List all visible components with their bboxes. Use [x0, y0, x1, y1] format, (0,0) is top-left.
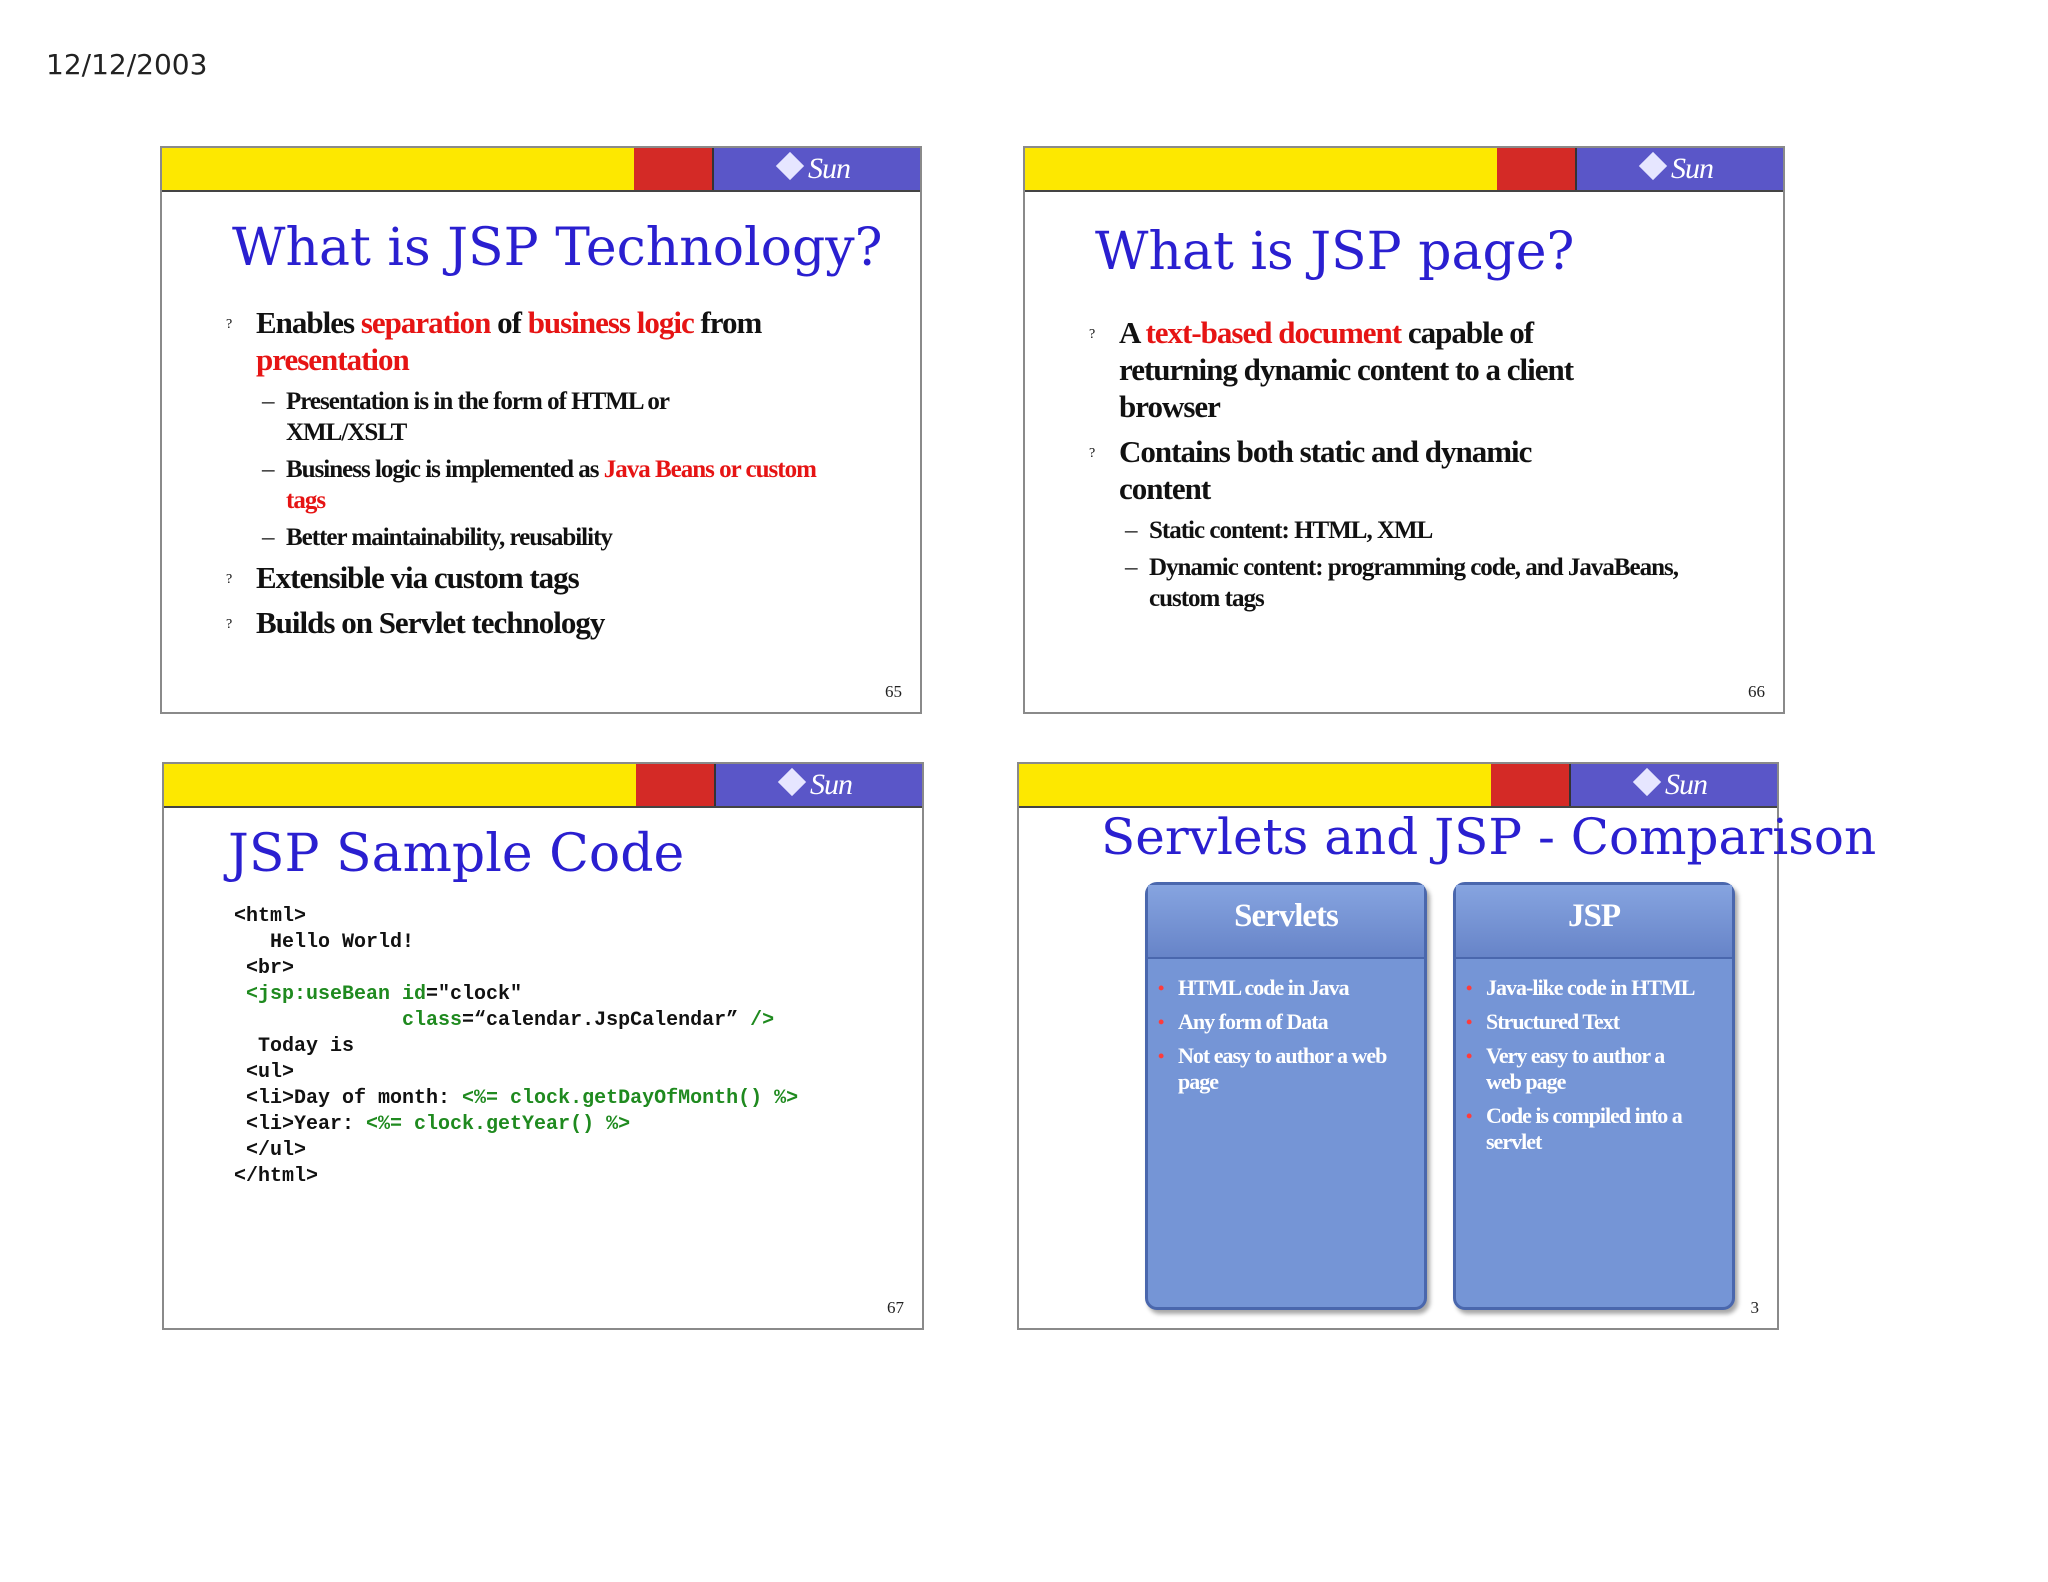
sub-bullet-item: – Static content: HTML, XML — [1125, 517, 1433, 544]
list-item: • HTML code in Java — [1158, 975, 1349, 1000]
page-number: 3 — [1750, 1298, 1759, 1317]
list-item: • Java-like code in HTML — [1466, 975, 1695, 1000]
sun-diamond-icon — [776, 152, 804, 180]
list-item: • Any form of Data — [1158, 1009, 1328, 1034]
bullet-item: ? Extensible via custom tags — [226, 560, 579, 595]
slide-title: JSP Sample Code — [228, 824, 685, 884]
jsp-heading: JSP — [1456, 885, 1732, 959]
sun-diamond-icon — [778, 768, 806, 796]
bullet-item: ? Contains both static and dynamic content — [1089, 434, 1532, 506]
page-number: 65 — [885, 682, 902, 701]
page-number: 67 — [887, 1298, 904, 1317]
slide-header-band — [1019, 764, 1777, 808]
bullet-item: ? Builds on Servlet technology — [226, 605, 605, 640]
page-number: 66 — [1748, 682, 1765, 701]
list-item: • Code is compiled into a servlet — [1466, 1103, 1682, 1154]
slide-65 — [160, 146, 922, 714]
list-item: • Not easy to author a web page — [1158, 1043, 1387, 1094]
sun-diamond-icon — [1633, 768, 1661, 796]
slide-66 — [1023, 146, 1785, 714]
slide-header-band — [164, 764, 922, 808]
sub-bullet-item: – Dynamic content: programming code, and JavaBeans, custom tags — [1125, 554, 1679, 612]
sub-bullet-item: – Better maintainability, reusability — [262, 524, 612, 551]
bullet-item: ? Enables separation of business logic from presentation — [226, 305, 762, 377]
slide-header-band — [162, 148, 920, 192]
list-item: • Structured Text — [1466, 1009, 1620, 1034]
servlets-panel — [1145, 882, 1427, 1310]
servlets-heading: Servlets — [1148, 885, 1424, 959]
bullet-list — [1089, 314, 1679, 620]
bullet-item: ? A text-based document capable of returning dynamic content to a client browser — [1089, 315, 1574, 424]
bullet-list — [226, 304, 876, 649]
slide-header-band — [1025, 148, 1783, 192]
sun-logo: Sun — [1643, 152, 1713, 186]
slide-title: Servlets and JSP - Comparison — [1101, 808, 1877, 866]
sub-bullet-item: – Presentation is in the form of HTML or XML/XSLT — [262, 388, 669, 446]
sun-logo: Sun — [780, 152, 850, 186]
print-date: 12/12/2003 — [46, 48, 208, 81]
jsp-panel — [1453, 882, 1735, 1310]
sun-logo: Sun — [1637, 768, 1707, 802]
code-sample: <html> Hello World! <br> <jsp:useBean id="clock" class=“calendar.JspCalendar” /> Today is <ul> <li>Day of month: <%= clock.getDayOfMonth() %> <li>Year: <%= clock.getYear() %> </ul> </html> — [234, 905, 799, 1188]
list-item: • Very easy to author a web page — [1466, 1043, 1665, 1094]
sun-logo: Sun — [782, 768, 852, 802]
slide-title: What is JSP Technology? — [232, 218, 883, 278]
slide-68 — [1017, 762, 1877, 1330]
slide-title: What is JSP page? — [1095, 222, 1575, 282]
slide-67 — [162, 762, 924, 1330]
sun-diamond-icon — [1639, 152, 1667, 180]
sub-bullet-item: – Business logic is implemented as Java Beans or custom tags — [262, 456, 816, 514]
